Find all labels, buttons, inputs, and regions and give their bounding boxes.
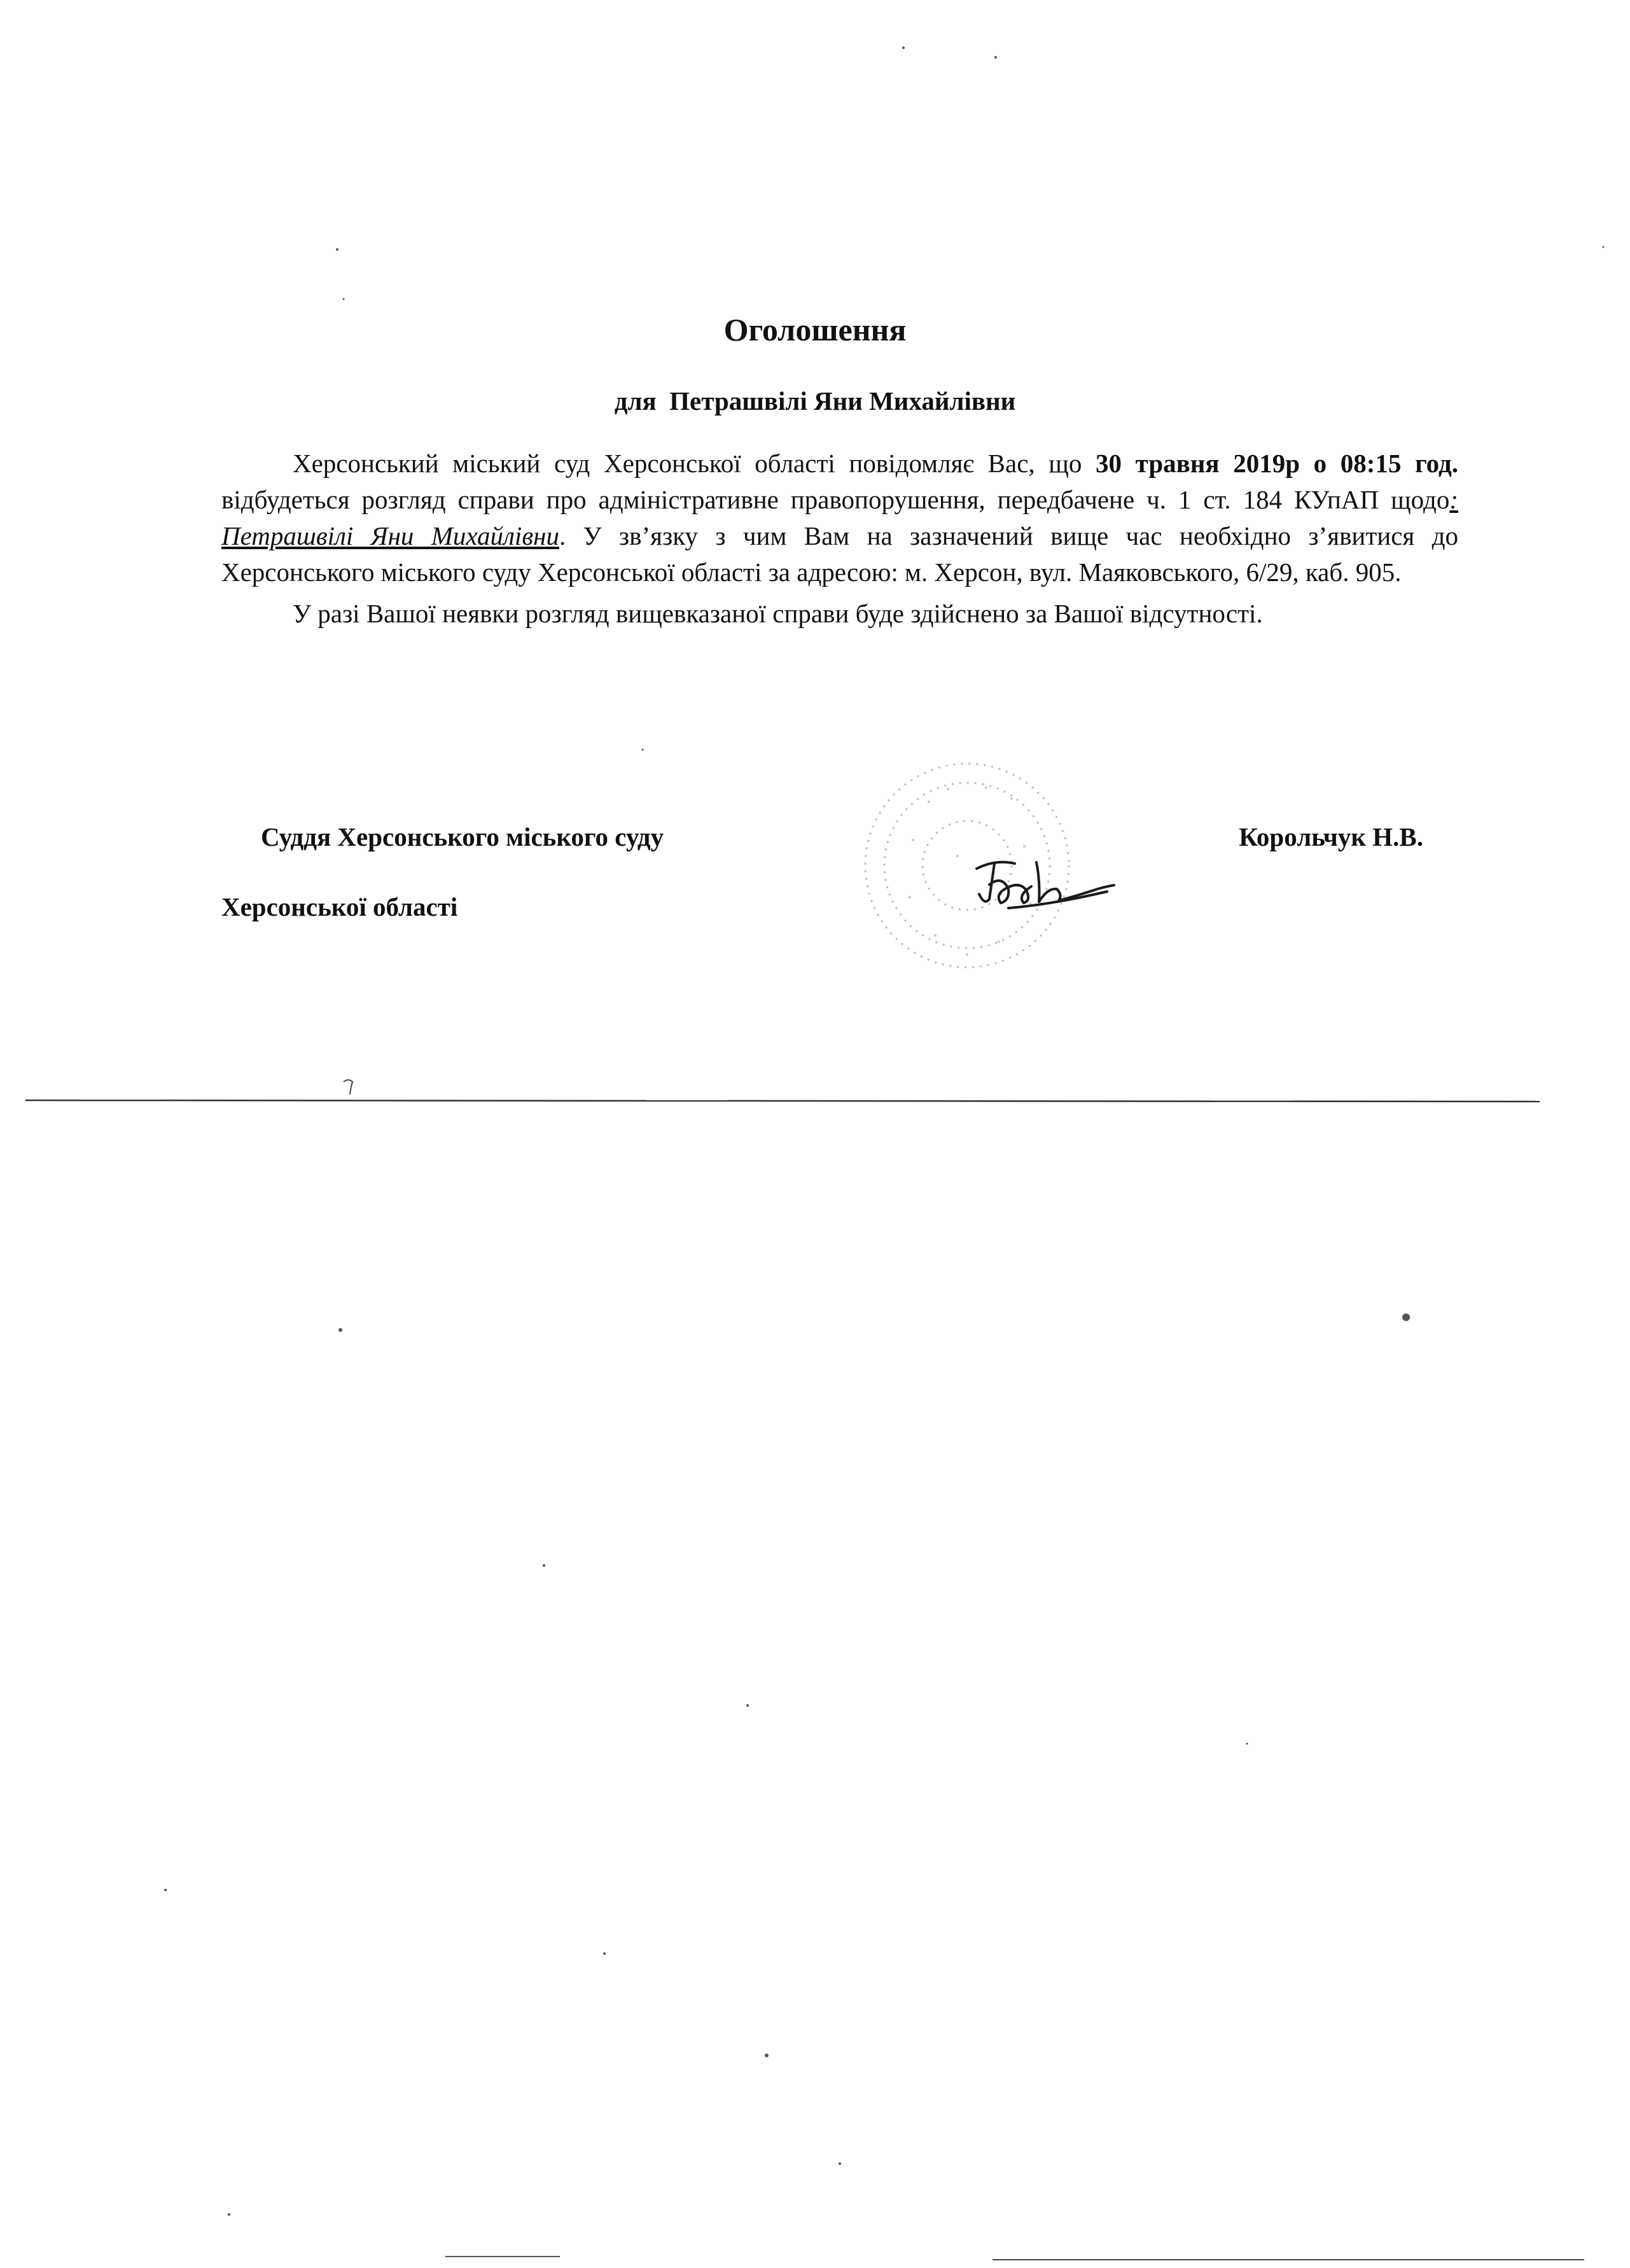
addressee-prefix: для — [614, 386, 657, 416]
notice-body — [221, 445, 1458, 632]
addressee-name: Петрашвілі Яни Михайлівни — [669, 386, 1016, 416]
notice-paragraph-2: У разі Вашої неявки розгляд вищевказаної справи буде здійснено за Вашої відсутності. — [293, 599, 1263, 628]
bottom-edge-line — [993, 2258, 1584, 2261]
scan-fold-line — [25, 1098, 1540, 1103]
addressee-line — [0, 385, 1630, 417]
judge-name: Корольчук Н.В. — [1239, 822, 1423, 851]
judge-title-line-1: Суддя Херсонського міського суду — [261, 822, 664, 851]
handwritten-signature — [970, 850, 1117, 920]
notice-paragraph-1 — [221, 445, 1458, 591]
appearance-instructions: . У зв’язку з чим Вам на зазначений вище час необхідно з’явитися до Херсонського міського суду Херсонської області за адресою: м. Херсон, вул. Маяковського, 6/29, каб. 905. — [221, 521, 1458, 587]
case-description-text: відбудеться розгляд справи про адміністративне правопорушення, передбачене ч. 1 ст. 184 КУпАП щодо — [221, 485, 1450, 514]
court-notice-text: Херсонський міський суд Херсонської області повідомляє Вас, що — [293, 449, 1096, 478]
bottom-edge-dash — [445, 2255, 560, 2258]
hearing-date-time: 30 травня 2019р о 08:15 год. — [1096, 449, 1458, 478]
document-title: Оголошення — [723, 312, 907, 347]
judge-title-line-2: Херсонської області — [221, 892, 458, 921]
accused-name: : Петрашвілі Яни Михайлівни — [221, 485, 1458, 550]
